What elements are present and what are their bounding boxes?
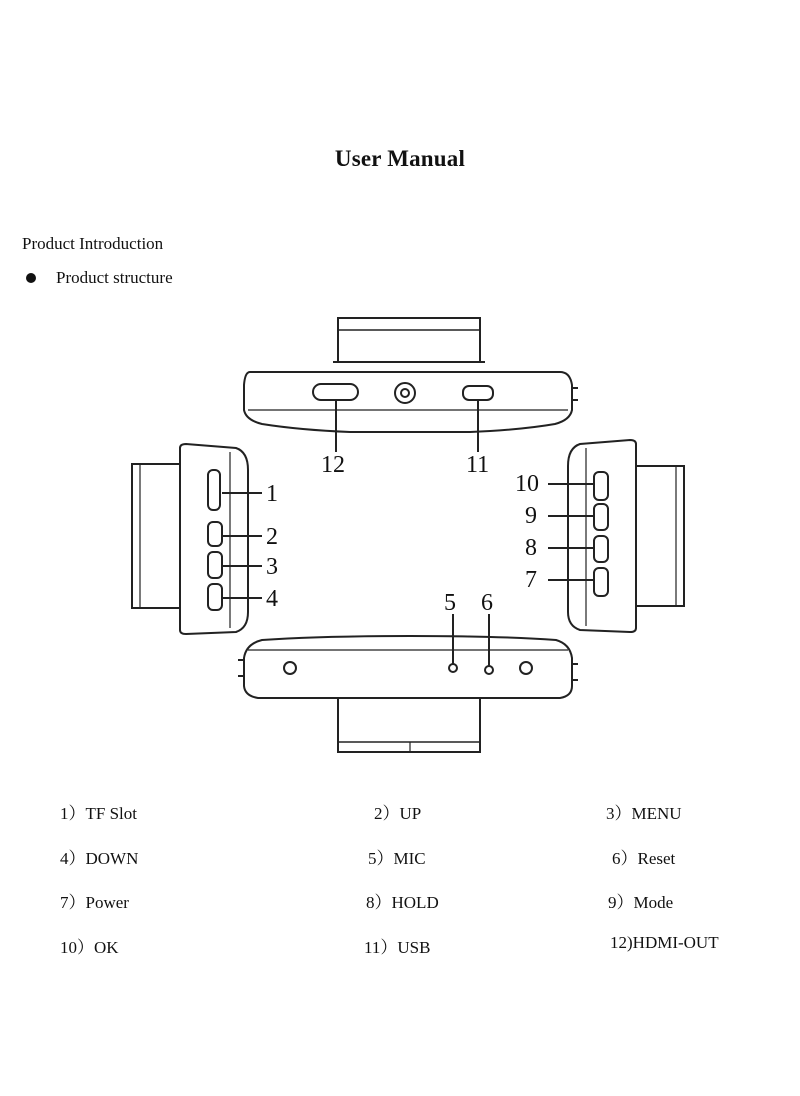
device-left-view: [132, 444, 262, 634]
section-heading: Product Introduction: [22, 234, 164, 253]
power-button-icon: [594, 568, 608, 596]
callout-6: 6: [481, 590, 493, 616]
legend-item-7: 7）Power: [60, 893, 129, 912]
up-button-icon: [208, 522, 222, 546]
legend-item-10: 10）OK: [60, 938, 119, 957]
mode-button-icon: [594, 504, 608, 530]
callout-3: 3: [266, 554, 278, 580]
legend-item-3: 3）MENU: [606, 804, 682, 823]
legend-item-5: 5）MIC: [368, 849, 426, 868]
callout-7: 7: [525, 567, 537, 593]
hold-button-icon: [594, 536, 608, 562]
callout-5: 5: [444, 590, 456, 616]
legend-item-2: 2）UP: [374, 804, 422, 823]
callout-12: 12: [321, 452, 345, 478]
callout-1: 1: [266, 481, 278, 507]
hdmi-port-icon: [313, 384, 358, 400]
mount-screw-icon: [395, 383, 415, 403]
mic-hole-icon: [449, 664, 457, 672]
bullet-label: Product structure: [56, 268, 173, 287]
device-right-view: [548, 440, 684, 632]
legend-item-6: 6）Reset: [612, 849, 676, 868]
legend-item-12: 12)HDMI-OUT: [610, 933, 719, 952]
ok-button-icon: [594, 472, 608, 500]
legend-item-1: 1）TF Slot: [60, 804, 137, 823]
device-bottom-view: [238, 614, 578, 752]
menu-button-icon: [208, 552, 222, 578]
page-title: User Manual: [334, 146, 466, 171]
legend-item-9: 9）Mode: [608, 893, 674, 912]
reset-hole-icon: [485, 666, 493, 674]
legend-item-11: 11）USB: [364, 938, 431, 957]
callout-9: 9: [525, 503, 537, 529]
tf-slot-icon: [208, 470, 220, 510]
legend-item-8: 8）HOLD: [366, 893, 439, 912]
down-button-icon: [208, 584, 222, 610]
callout-11: 11: [466, 452, 490, 478]
callout-8: 8: [525, 535, 537, 561]
callout-4: 4: [266, 586, 278, 612]
device-top-view: [244, 318, 578, 452]
usb-port-icon: [463, 386, 493, 400]
callout-2: 2: [266, 524, 278, 550]
legend-item-4: 4）DOWN: [60, 849, 139, 868]
callout-10: 10: [515, 471, 539, 497]
